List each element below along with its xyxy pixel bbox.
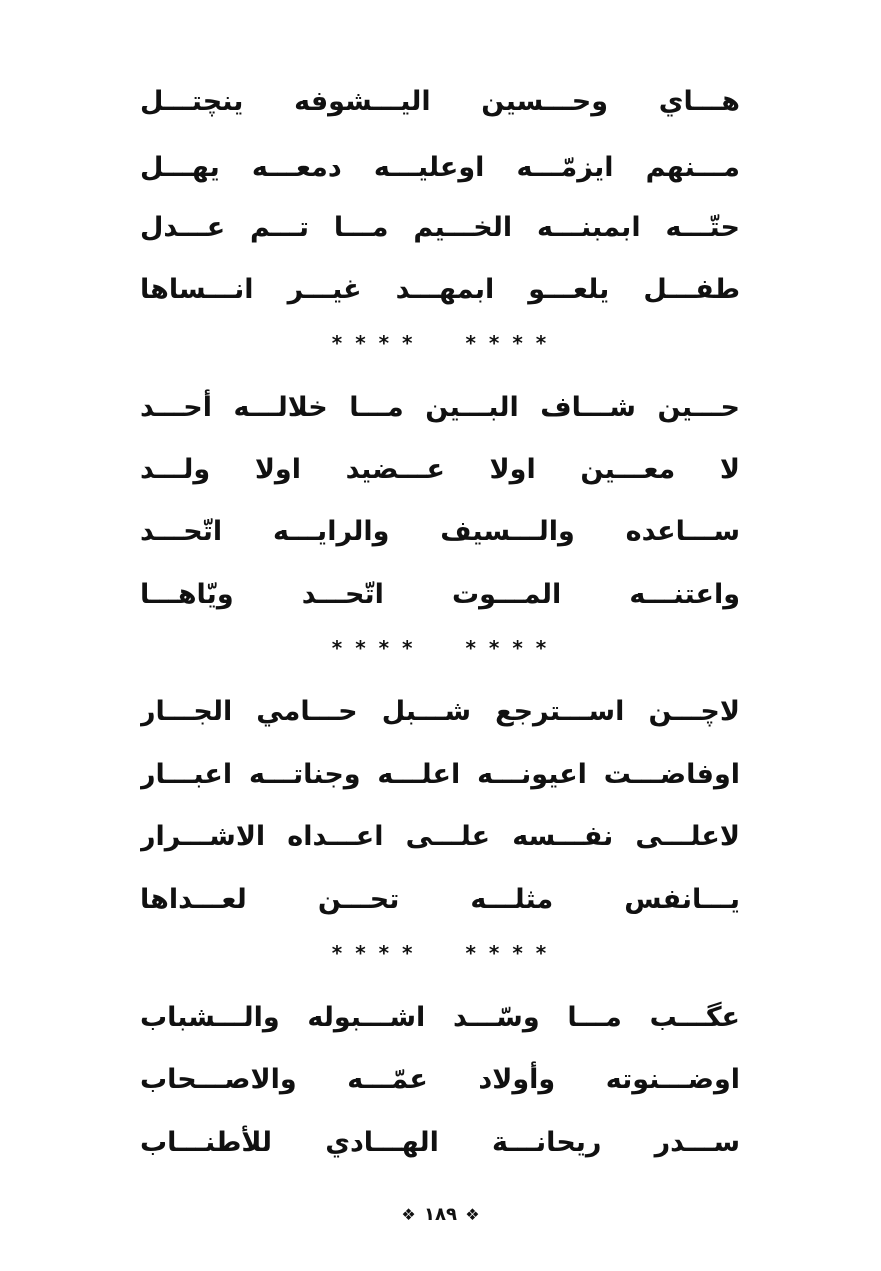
verse-line: لاچـــن اســـترجع شـــبل حـــامي الجـــار [140,696,740,727]
separator-stars: * * * * [331,636,416,660]
verse-line: حتّـــه ابمبنـــه الخـــيم مـــا تـــم عـــدل [140,212,740,243]
verse-line: ســـدر ريحانـــة الهـــادي للأطنـــاب [140,1127,740,1158]
separator-stars: * * * * [465,941,550,965]
verse-line: يـــانفس مثلـــه تحـــن لعـــداها [140,884,740,915]
verse-line: هـــاي وحـــسين اليـــشوفه ينچتـــل [140,86,740,117]
verse-line: واعتنـــه المـــوت اتّحـــد ويّاهـــا [140,579,740,610]
verse-line: طفـــل يلعـــو ابمهـــد غيـــر انـــساها [140,274,740,305]
separator-stars: * * * * [331,331,416,355]
separator-stars: * * * * [331,941,416,965]
verse-line: عگـــب مـــا وسّـــد اشـــبوله والـــشباب [140,1002,740,1033]
verse-line: لاعلـــى نفـــسه علـــى اعـــداه الاشـــرار [140,821,740,852]
separator-stars: * * * * [465,636,550,660]
verse-line: حـــين شـــاف البـــين مـــا خلالـــه أحـــد [140,392,740,423]
verse-line: ســـاعده والـــسيف والرايـــه اتّحـــد [140,516,740,547]
verse-line: اوفاضـــت اعيونـــه اعلـــه وجناتـــه اعبـــار [140,759,740,790]
page-number: ١٨٩ [424,1203,457,1225]
page-number-footer [0,1203,881,1233]
stanza-separator [0,938,881,968]
separator-stars: * * * * [465,331,550,355]
verse-line: اوضـــنوته وأولاد عمّـــه والاصـــحاب [140,1064,740,1095]
ornament-icon: ❖ [401,1204,416,1224]
verse-line: لا معـــين اولا عـــضيد اولا ولـــد [140,454,740,485]
stanza-separator [0,633,881,663]
ornament-icon: ❖ [465,1204,480,1224]
verse-line: مـــنهم ايزمّـــه اوعليـــه دمعـــه يهـــل [140,152,740,183]
stanza-separator [0,328,881,358]
